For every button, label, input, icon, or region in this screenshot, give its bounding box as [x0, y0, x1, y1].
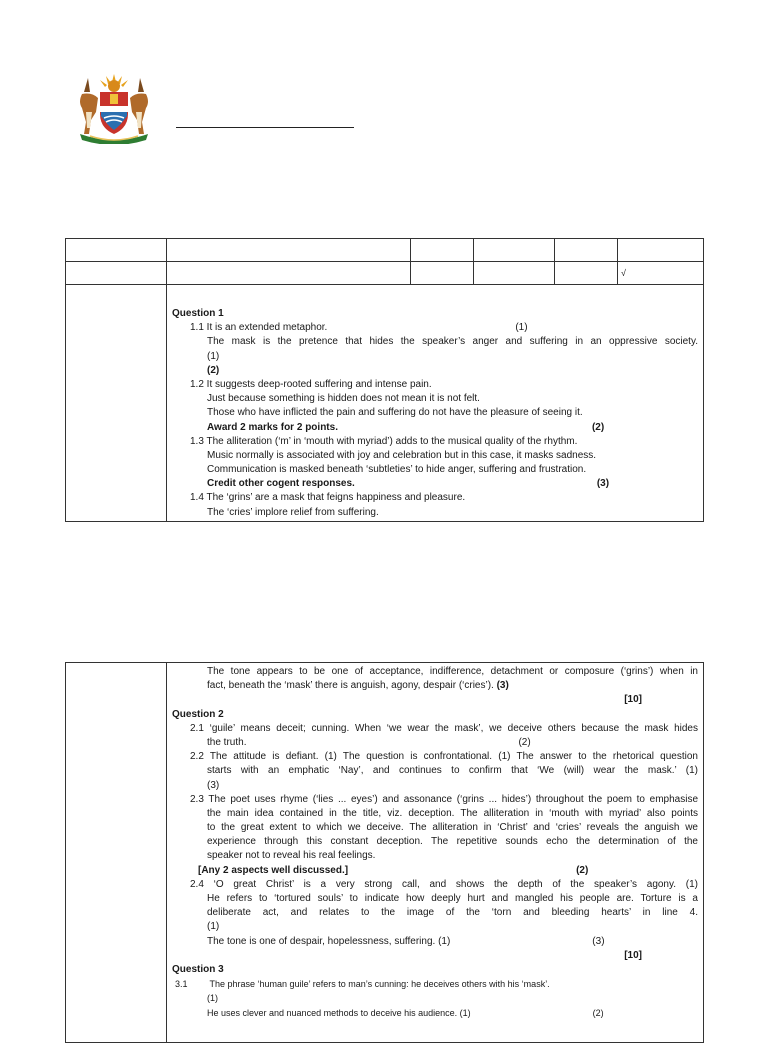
answer-line: 2.2 The attitude is defiant. (1) The question is confrontational. (1) The answer to the rhetorical question — [190, 751, 698, 763]
header-cell — [474, 239, 555, 262]
marking-note: [Any 2 aspects well discussed.] (2) — [198, 864, 589, 876]
info-cell — [555, 262, 618, 285]
answer-line: speaker not to reveal his real feelings. — [207, 850, 376, 862]
question-total: [10] — [624, 949, 642, 961]
header-cell — [167, 239, 411, 262]
tick-mark: √ — [621, 268, 626, 278]
answer-line: Those who have inflicted the pain and suffering do not have the pleasure of seeing it. — [207, 407, 583, 419]
question-heading: Question 3 — [172, 963, 224, 975]
label-column-cell — [66, 285, 167, 522]
answer-line: 1.2 It suggests deep-rooted suffering and intense pain. — [190, 378, 432, 390]
answer-line: He uses clever and nuanced methods to deceive his audience. (1) (2) — [207, 1007, 604, 1018]
answer-line: Communication is masked beneath ‘subtleties’ to hide anger, suffering and frustration. — [207, 464, 587, 476]
memo-table-page2 — [65, 662, 704, 1043]
answer-line: The ‘cries’ implore relief from suffering. — [207, 506, 379, 518]
question-total: [10] — [624, 694, 642, 706]
coat-of-arms-logo — [70, 72, 158, 144]
answer-line: to the great extent to which we deceive. The alliteration in ‘Christ’ and ‘cries’ reveals the anguish we — [207, 822, 698, 834]
answer-line: deliberate act, and relates to the image of the ‘torn and bleeding hearts’ in line 4. — [207, 907, 698, 919]
info-cell — [411, 262, 474, 285]
answer-line: The mask is the pretence that hides the speaker’s anger and suffering in an oppressive society. — [207, 336, 698, 348]
label-column-cell — [66, 663, 167, 1043]
answer-line: 2.3 The poet uses rhyme (‘lies ... eyes’) and assonance (‘grins ... hides’) throughout the poem to emphasise — [190, 793, 698, 805]
header-cell — [66, 239, 167, 262]
mark: (1) — [207, 993, 218, 1004]
signature-line — [176, 127, 354, 128]
header-cell — [555, 239, 618, 262]
answer-line: The tone appears to be one of acceptance, indifference, detachment or composure (‘grins’) when in — [207, 666, 698, 677]
answer-line: 1.3 The alliteration (‘m’ in ‘mouth with myriad’) adds to the musical quality of the rhythm. — [190, 435, 578, 447]
info-cell — [66, 262, 167, 285]
answer-line: Music normally is associated with joy and celebration but in this case, it masks sadness. — [207, 449, 597, 461]
answer-line: Just because something is hidden does not mean it is not felt. — [207, 393, 480, 405]
answer-line: 1.1 It is an extended metaphor. (1) — [190, 322, 528, 334]
question-heading: Question 2 — [172, 708, 224, 720]
memo-body-cell — [167, 663, 704, 1043]
info-cell — [618, 262, 704, 285]
answer-line: 1.4 The ‘grins’ are a mask that feigns happiness and pleasure. — [190, 492, 466, 504]
answer-line: starts with an emphatic ‘Nay’, and continues to confirm that ‘We (will) wear the mask.’ (1) — [207, 765, 698, 777]
answer-line: The tone is one of despair, hopelessness, suffering. (1) (3) — [207, 935, 605, 947]
marking-note: Award 2 marks for 2 points. (2) — [207, 421, 605, 433]
memo-table-page1 — [65, 238, 704, 522]
header-cell — [411, 239, 474, 262]
info-cell — [474, 262, 555, 285]
mark: (1) — [207, 350, 220, 362]
answer-line: fact, beneath the ‘mask’ there is anguish, agony, despair (‘cries’). (3) — [207, 680, 509, 692]
answer-line: 2.4 ‘O great Christ’ is a very strong call, and shows the depth of the speaker’s agony. (1) — [190, 878, 698, 890]
info-cell — [167, 262, 411, 285]
answer-line: 3.1 The phrase ‘human guile’ refers to man’s cunning: he deceives others with his ‘mask’. — [175, 979, 550, 990]
answer-line: He refers to ‘tortured souls’ to indicate how deeply hurt and mangled his people are. Torture is a — [207, 893, 698, 904]
question-heading: Question 1 — [172, 308, 224, 319]
answer-line: 2.1 ‘guile’ means deceit; cunning. When ‘we wear the mask’, we deceive others because the mask hides — [190, 722, 698, 734]
answer-line: the truth. (2) — [207, 736, 531, 748]
memo-body-cell — [167, 285, 704, 522]
answer-line: experience through this constant deception. The repetitive sounds echo the determination of the — [207, 836, 698, 848]
mark: (1) — [207, 921, 220, 933]
header-cell — [618, 239, 704, 262]
marking-note: Credit other cogent responses. (3) — [207, 478, 610, 490]
mark: (3) — [207, 779, 220, 791]
answer-line: the main idea contained in the title, viz. deception. The alliteration in ‘mouth with myriad’ also points — [207, 807, 698, 819]
mark: (2) — [207, 364, 220, 376]
